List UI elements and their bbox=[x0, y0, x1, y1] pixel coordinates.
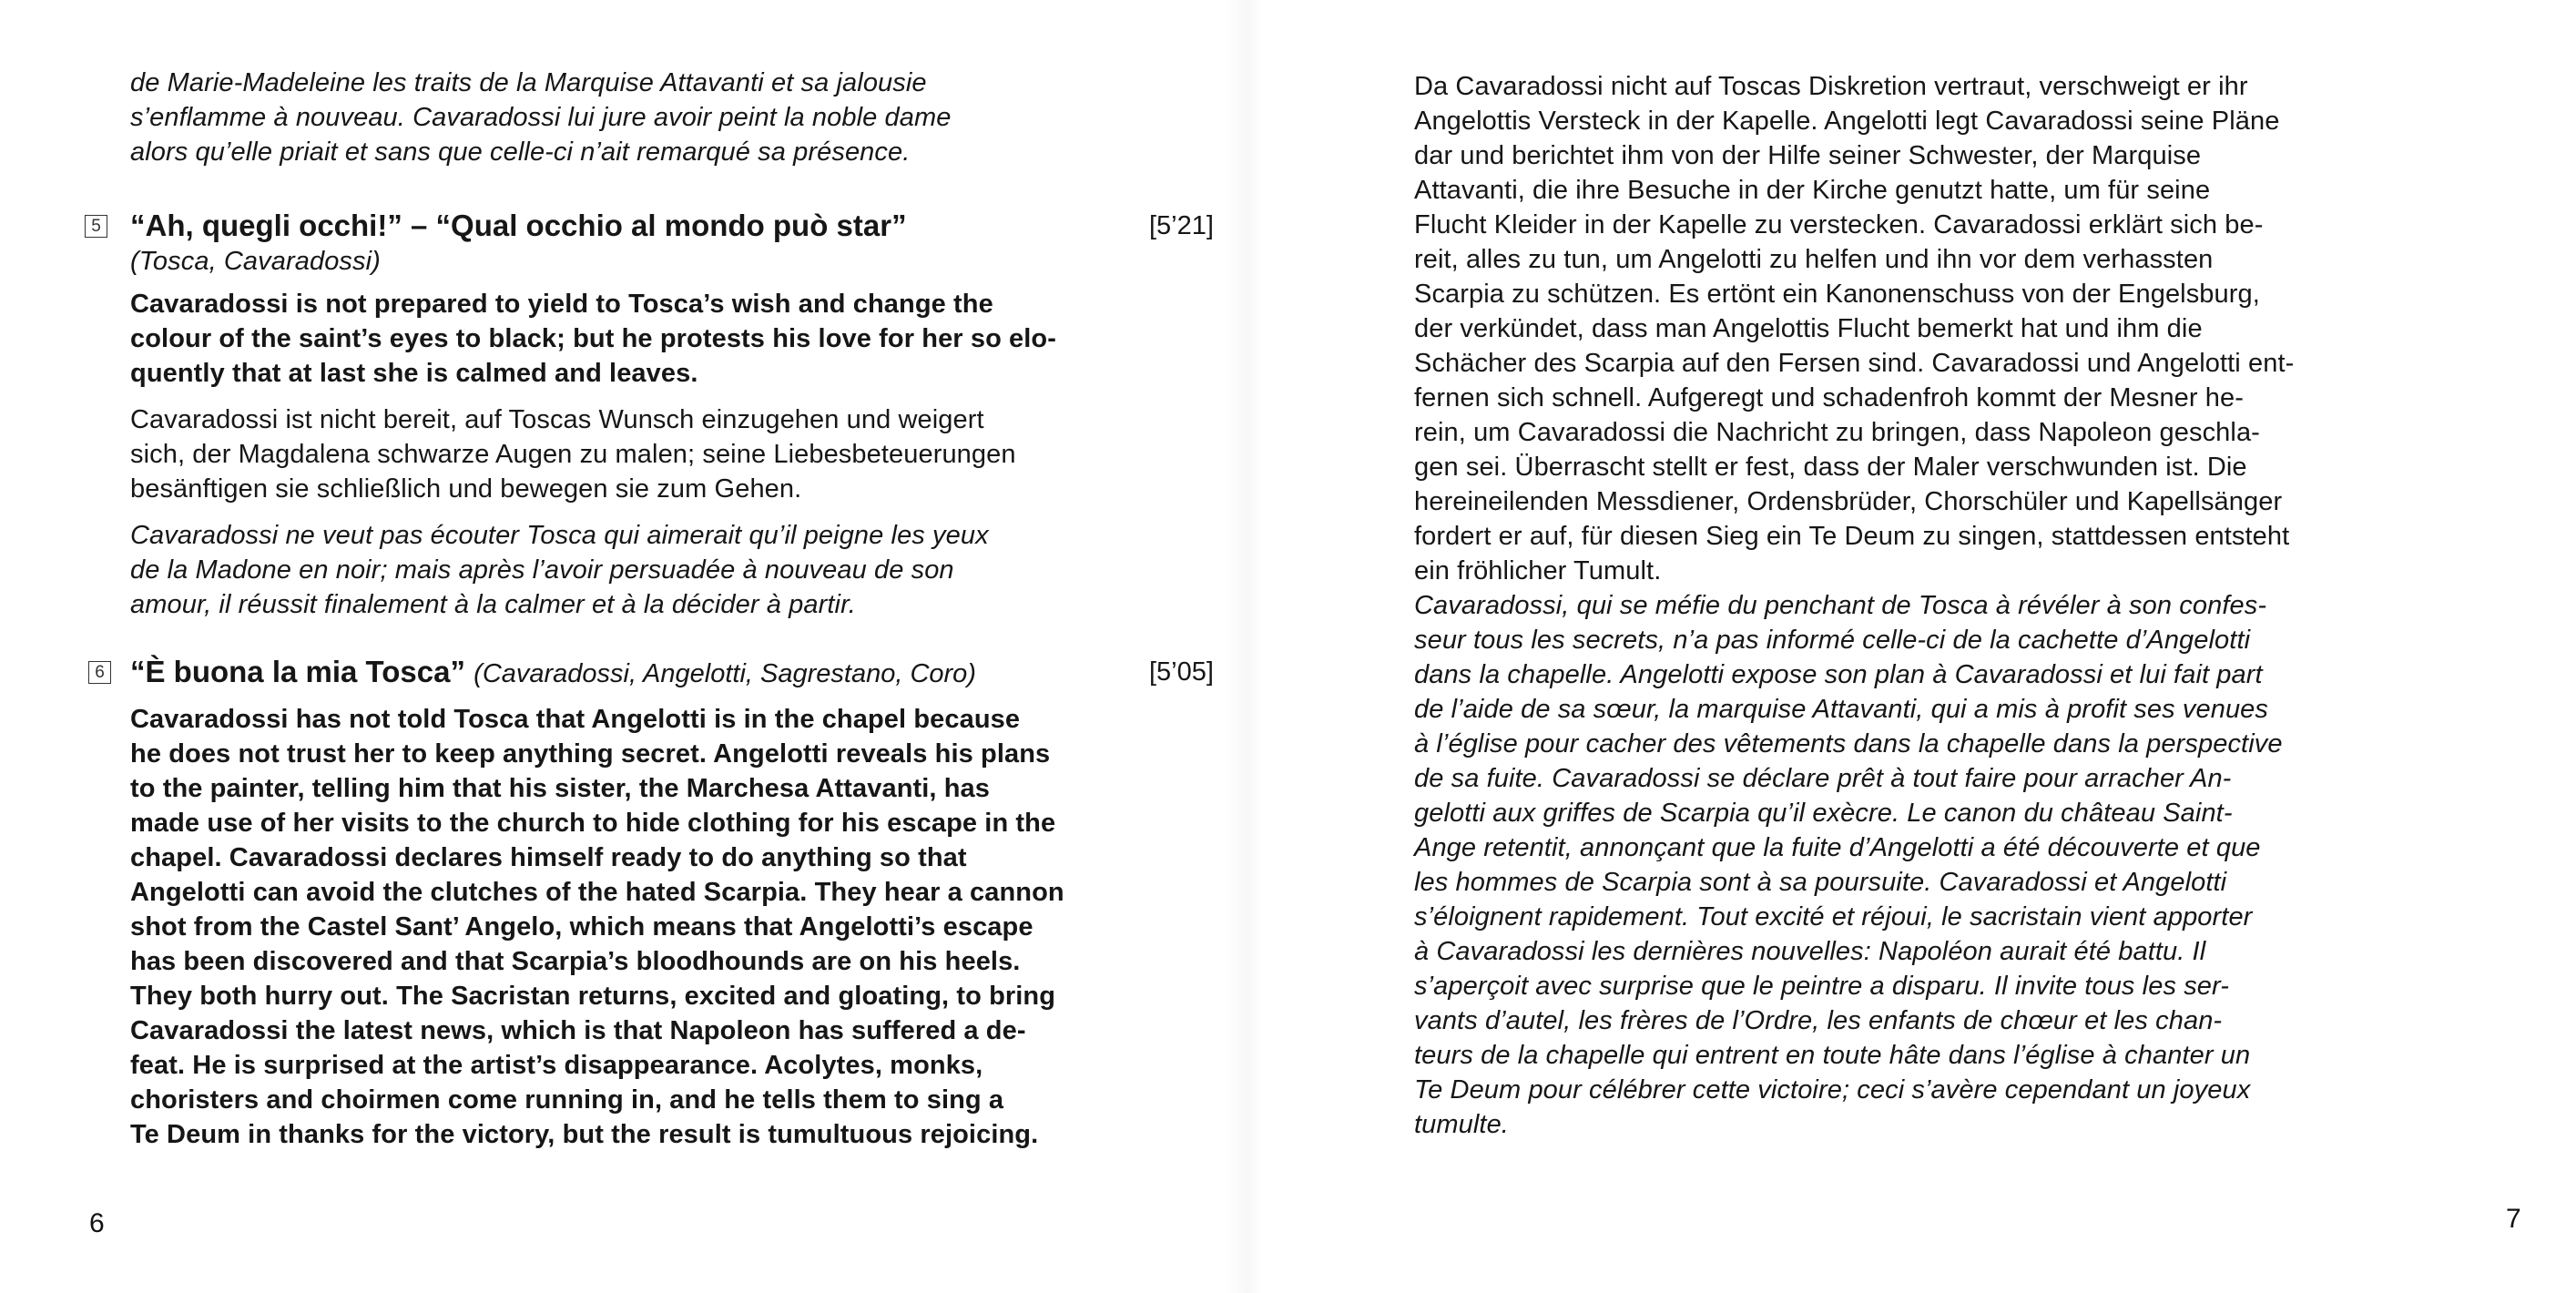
text-line: gen sei. Überrascht stellt er fest, dass der Maler verschwunden ist. Die bbox=[1414, 453, 2247, 482]
text-line: fordert er auf, für diesen Sieg ein Te Deum zu singen, stattdessen entsteht bbox=[1414, 522, 2290, 551]
track-title-text: “È buona la mia Tosca” bbox=[130, 655, 465, 688]
text-line: Cavaradossi the latest news, which is that Napoleon has suffered a de- bbox=[130, 1016, 1026, 1045]
track-title: “Ah, quegli occhi!” – “Qual occhio al mondo può star” bbox=[130, 209, 907, 242]
text-line: quently that at last she is calmed and leaves. bbox=[130, 359, 698, 388]
german-paragraph bbox=[1414, 69, 2294, 588]
text-line: s’aperçoit avec surprise que le peintre a disparu. Il invite tous les ser- bbox=[1414, 972, 2230, 1001]
text-line: s’éloignent rapidement. Tout excité et réjoui, le sacristain vient apporter bbox=[1414, 902, 2253, 932]
text-line: Cavaradossi ist nicht bereit, auf Toscas Wunsch einzugehen und weigert bbox=[130, 405, 984, 434]
text-line: Scarpia zu schützen. Es ertönt ein Kanonenschuss von der Engelsburg, bbox=[1414, 280, 2260, 309]
text-line: Schächer des Scarpia auf den Fersen sind. Cavaradossi und Angelotti ent- bbox=[1414, 349, 2295, 378]
text-line: has been discovered and that Scarpia’s bloodhounds are on his heels. bbox=[130, 947, 1021, 976]
text-line: Ange retentit, annonçant que la fuite d’Angelotti a été découverte et que bbox=[1414, 833, 2261, 862]
text-line: gelotti aux griffes de Scarpia qu’il exècre. Le canon du château Saint- bbox=[1414, 799, 2233, 828]
text-line: vants d’autel, les frères de l’Ordre, les enfants de chœur et les chan- bbox=[1414, 1006, 2223, 1035]
text-line: chapel. Cavaradossi declares himself ready to do anything so that bbox=[130, 843, 967, 872]
text-line: They both hurry out. The Sacristan returns, excited and gloating, to bring bbox=[130, 982, 1056, 1011]
track-5-english-paragraph bbox=[130, 287, 1056, 391]
text-line: seur tous les secrets, n’a pas informé celle-ci de la cachette d’Angelotti bbox=[1414, 626, 2251, 655]
text-line: colour of the saint’s eyes to black; but he protests his love for her so elo- bbox=[130, 324, 1056, 353]
intro-french-paragraph bbox=[130, 66, 951, 169]
track-5-roles bbox=[130, 244, 381, 279]
text-line: Cavaradossi, qui se méfie du penchant de Tosca à révéler à son confes- bbox=[1414, 591, 2267, 620]
text-line: amour, il réussit finalement à la calmer et à la décider à partir. bbox=[130, 590, 856, 619]
text-line: de la Madone en noir; mais après l’avoir persuadée à nouveau de son bbox=[130, 555, 954, 585]
text-line: tumulte. bbox=[1414, 1110, 1509, 1139]
text-line: shot from the Castel Sant’ Angelo, which means that Angelotti’s escape bbox=[130, 912, 1033, 942]
right-page bbox=[1288, 0, 2576, 1293]
track-duration: [5’21] bbox=[1149, 211, 1214, 240]
text-line: Cavaradossi ne veut pas écouter Tosca qui aimerait qu’il peigne les yeux bbox=[130, 521, 989, 550]
text-line: Angelotti can avoid the clutches of the hated Scarpia. They hear a cannon bbox=[130, 878, 1064, 907]
text-line: alors qu’elle priait et sans que celle-ci n’ait remarqué sa présence. bbox=[130, 137, 911, 167]
track-number-box-icon: 6 bbox=[88, 661, 111, 684]
text-line: sich, der Magdalena schwarze Augen zu malen; seine Liebesbeteuerungen bbox=[130, 440, 1016, 469]
text-line: hereineilenden Messdiener, Ordensbrüder, Chorschüler und Kapellsänger bbox=[1414, 487, 2283, 516]
text-line: Cavaradossi has not told Tosca that Angelotti is in the chapel because bbox=[130, 705, 1021, 734]
text-line: Cavaradossi is not prepared to yield to Tosca’s wish and change the bbox=[130, 290, 993, 319]
text-line: reit, alles zu tun, um Angelotti zu helfen und ihn vor dem verhassten bbox=[1414, 245, 2214, 274]
text-line: s’enflamme à nouveau. Cavaradossi lui jure avoir peint la noble dame bbox=[130, 103, 952, 132]
text-line: Da Cavaradossi nicht auf Toscas Diskretion vertraut, verschweigt er ihr bbox=[1414, 72, 2248, 101]
text-line: fernen sich schnell. Aufgeregt und schadenfroh kommt der Mesner he- bbox=[1414, 383, 2245, 412]
text-line: teurs de la chapelle qui entrent en toute hâte dans l’église à chanter un bbox=[1414, 1041, 2251, 1070]
french-paragraph bbox=[1414, 588, 2283, 1142]
text-line: rein, um Cavaradossi die Nachricht zu bringen, dass Napoleon geschla- bbox=[1414, 418, 2260, 447]
track-title bbox=[130, 654, 976, 692]
track-5-german-paragraph bbox=[130, 402, 1016, 506]
text-line: der verkündet, dass man Angelottis Flucht bemerkt hat und ihm die bbox=[1414, 314, 2203, 343]
text-line: Te Deum in thanks for the victory, but the result is tumultuous rejoicing. bbox=[130, 1120, 1039, 1149]
text-line: to the painter, telling him that his sister, the Marchesa Attavanti, has bbox=[130, 774, 991, 803]
text-line: de sa fuite. Cavaradossi se déclare prêt à tout faire pour arracher An- bbox=[1414, 764, 2232, 793]
page-number: 6 bbox=[89, 1208, 105, 1238]
track-roles: (Tosca, Cavaradossi) bbox=[130, 247, 381, 276]
track-number-box-icon: 5 bbox=[85, 215, 107, 238]
text-line: de l’aide de sa sœur, la marquise Attavanti, qui a mis à profit ses venues bbox=[1414, 695, 2269, 724]
text-line: Angelottis Versteck in der Kapelle. Angelotti legt Cavaradossi seine Pläne bbox=[1414, 107, 2280, 136]
track-6-english-paragraph bbox=[130, 702, 1064, 1152]
track-roles: (Cavaradossi, Angelotti, Sagrestano, Coro) bbox=[473, 659, 976, 688]
text-line: besänftigen sie schließlich und bewegen sie zum Gehen. bbox=[130, 474, 802, 504]
track-5-french-paragraph bbox=[130, 518, 989, 622]
text-line: Te Deum pour célébrer cette victoire; ceci s’avère cependant un joyeux bbox=[1414, 1075, 2251, 1105]
text-line: à Cavaradossi les dernières nouvelles: Napoléon aurait été battu. Il bbox=[1414, 937, 2206, 966]
text-line: Flucht Kleider in der Kapelle zu verstecken. Cavaradossi erklärt sich be- bbox=[1414, 210, 2264, 239]
text-line: à l’église pour cacher des vêtements dans la chapelle dans la perspective bbox=[1414, 729, 2283, 758]
text-line: dar und berichtet ihm von der Hilfe seiner Schwester, der Marquise bbox=[1414, 141, 2202, 170]
track-duration: [5’05] bbox=[1149, 657, 1214, 687]
text-line: feat. He is surprised at the artist’s disappearance. Acolytes, monks, bbox=[130, 1051, 983, 1080]
text-line: choristers and choirmen come running in, and he tells them to sing a bbox=[130, 1085, 1004, 1115]
page-number: 7 bbox=[2506, 1204, 2521, 1234]
text-line: les hommes de Scarpia sont à sa poursuite. Cavaradossi et Angelotti bbox=[1414, 868, 2227, 897]
text-line: made use of her visits to the church to hide clothing for his escape in the bbox=[130, 809, 1056, 838]
text-line: Attavanti, die ihre Besuche in der Kirche genutzt hatte, um für seine bbox=[1414, 176, 2211, 205]
text-line: he does not trust her to keep anything secret. Angelotti reveals his plans bbox=[130, 739, 1051, 769]
text-line: de Marie-Madeleine les traits de la Marquise Attavanti et sa jalousie bbox=[130, 68, 927, 97]
text-line: dans la chapelle. Angelotti expose son plan à Cavaradossi et lui fait part bbox=[1414, 660, 2263, 689]
text-line: ein fröhlicher Tumult. bbox=[1414, 556, 1662, 585]
